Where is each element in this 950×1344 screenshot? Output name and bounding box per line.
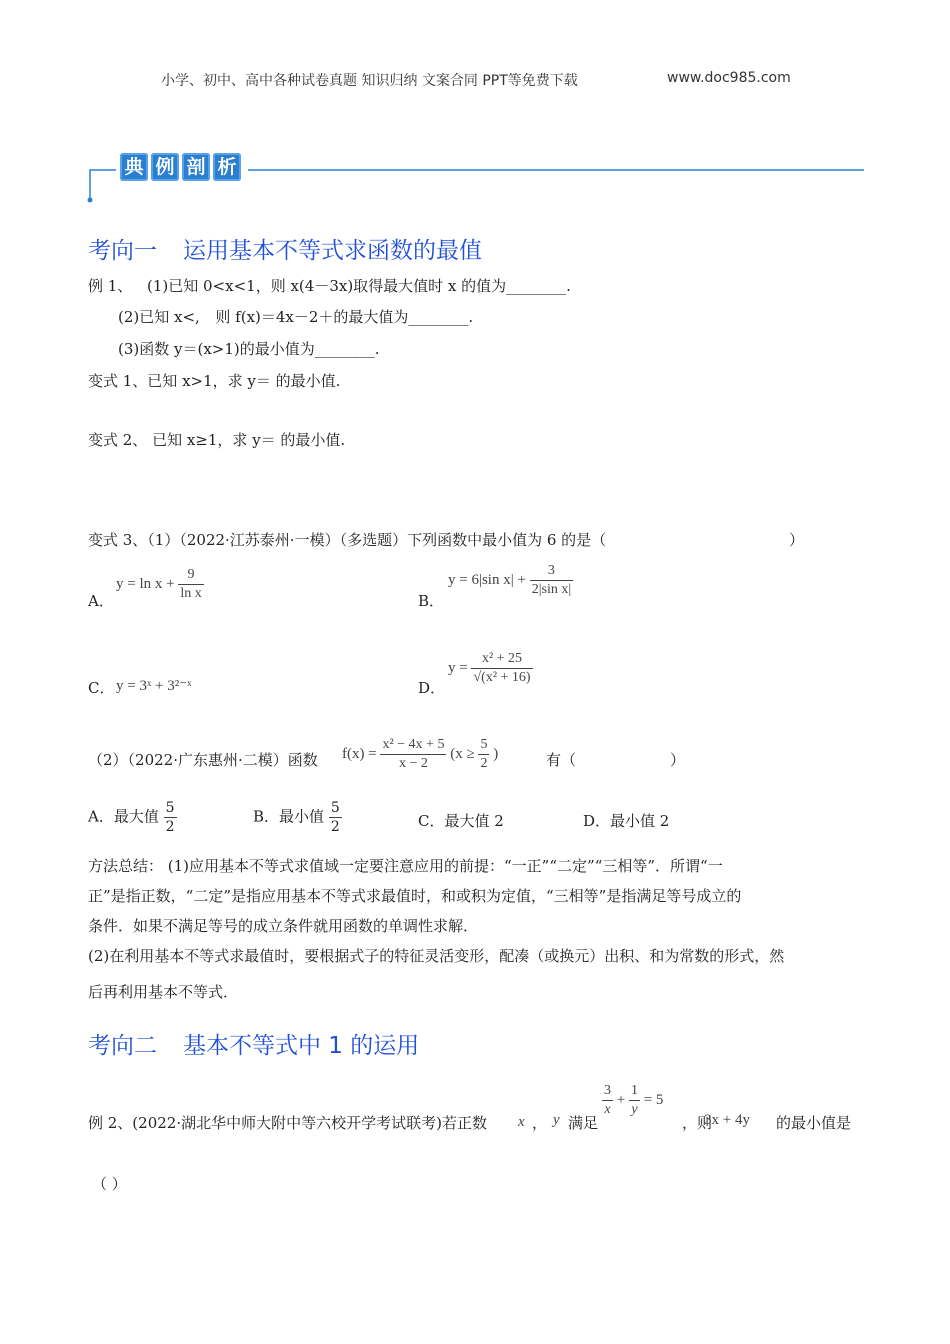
variant3-q2-intro: （2）（2022·广东惠州·二模）函数	[88, 751, 318, 769]
variant3-q2-has: 有（	[546, 751, 577, 769]
q2-option-a-numerator: 5	[165, 800, 175, 816]
banner-char-1: 典	[120, 153, 148, 181]
example1-part2-expr: f(x)＝4x－2＋的最大值为________.	[235, 308, 474, 326]
q2-option-b-denominator: 2	[330, 819, 340, 835]
section1-title-text: 运用基本不等式求函数的最值	[183, 238, 482, 264]
example2-intro: 例 2、(2022·湖北华中师大附中等六校开学考试联考)若正数	[88, 1114, 487, 1132]
q2-option-b	[253, 799, 342, 836]
example2-var-x: x	[518, 1114, 525, 1130]
q2-domain-numerator: 5	[478, 736, 489, 755]
method-line-4: (2)在利用基本不等式求最值时，要根据式子的特征灵活变形，配凑（或换元）出积、和为常数的形式，然	[88, 947, 785, 965]
example1-part2-cond: (2)已知 x<,	[118, 308, 200, 326]
option-d-fraction	[471, 650, 532, 687]
q2-domain-close: )	[493, 745, 499, 762]
q2-option-a-fraction	[164, 799, 177, 836]
section1-title-number: 考向一	[88, 238, 157, 264]
example2-frac1-den: x	[604, 1102, 611, 1117]
q2-option-b-text: B．最小值	[253, 807, 325, 826]
variant3-q2-formula	[342, 736, 498, 773]
method-line-1: 方法总结： (1)应用基本不等式求值域一定要注意应用的前提：“一正”“二定”“三相等”．所谓“一	[88, 857, 723, 875]
option-d-formula	[448, 650, 533, 687]
example2-frac2-num: 1	[629, 1082, 640, 1101]
q2-domain-open: (x ≥	[450, 745, 475, 762]
section1-title	[88, 232, 482, 265]
q2-numerator: x² − 4x + 5	[380, 736, 446, 755]
q2-option-a-denominator: 2	[165, 819, 175, 835]
example2-frac2-den: y	[631, 1102, 638, 1117]
banner-char-4: 析	[213, 153, 241, 181]
option-a-fraction	[178, 566, 203, 603]
example1-part1: (1)已知 0<x<1，则 x(4－3x)取得最大值时 x 的值为________.	[147, 277, 571, 295]
example1-part2-then: 则	[215, 308, 231, 326]
option-d-numerator: x² + 25	[471, 650, 532, 669]
option-d-lhs: y =	[448, 659, 468, 676]
q2-domain-fraction	[478, 736, 489, 773]
example2-frac1	[602, 1082, 613, 1119]
method-line-5: 后再利用基本不等式．	[88, 983, 239, 1001]
q2-option-d: D．最小值 2	[583, 812, 670, 830]
option-b-denominator: 2|sin x|	[531, 582, 572, 597]
variant3-q2	[88, 749, 318, 770]
option-d-denominator: √(x² + 16)	[473, 670, 531, 685]
option-a-formula	[116, 566, 204, 603]
method-line-2: 正”是指正数，“二定”是指应用基本不等式求最值时，和或积为定值，“三相等”是指满足等号成立的	[88, 887, 742, 905]
variant3-q1: 变式 3、（1）（2022·江苏泰州·一模）（多选题）下列函数中最小值为 6 的是（	[88, 531, 607, 549]
option-a-numerator: 9	[178, 566, 203, 585]
section2-title-number: 考向二	[88, 1033, 157, 1059]
banner-char-2: 例	[151, 153, 179, 181]
q2-function-name: f(x) =	[342, 745, 377, 762]
example2-answer-paren: （ ）	[92, 1175, 127, 1193]
header-url[interactable]: www.doc985.com	[667, 70, 791, 86]
banner-char-3: 剖	[182, 153, 210, 181]
q2-denominator: x − 2	[399, 756, 428, 771]
example2-var-y: y	[553, 1112, 560, 1128]
example2-expression: 3x + 4y	[704, 1112, 750, 1128]
example1-part2	[118, 306, 473, 327]
q2-option-a	[88, 799, 177, 836]
option-a-lhs: y = ln x +	[116, 575, 175, 592]
variant2: 变式 2、 已知 x≥1，求 y＝ 的最小值.	[88, 431, 346, 449]
option-b-label: B．	[418, 592, 445, 610]
option-b-fraction	[530, 562, 573, 599]
q2-domain-denominator: 2	[480, 756, 488, 771]
option-b-lhs: y = 6|sin x| +	[448, 571, 526, 588]
example1-part3: (3)函数 y＝(x>1)的最小值为________.	[118, 340, 380, 358]
q2-option-b-numerator: 5	[330, 800, 340, 816]
method-line-3: 条件．如果不满足等号的成立条件就用函数的单调性求解．	[88, 917, 479, 935]
option-c-formula: y = 3ˣ + 3²⁻ˣ	[116, 678, 192, 694]
section2-title	[88, 1027, 419, 1060]
section2-title-text: 基本不等式中 1 的运用	[183, 1033, 420, 1059]
example2-satisfies: 满足	[568, 1114, 599, 1132]
option-b-formula	[448, 562, 573, 599]
example2-then: ，则	[682, 1114, 713, 1132]
option-b-numerator: 3	[530, 562, 573, 581]
example2-condition	[602, 1082, 663, 1119]
example2-minimum: 的最小值是	[776, 1114, 852, 1132]
example2-frac2	[629, 1082, 640, 1119]
example1-label: 例 1、	[88, 277, 133, 295]
example2-plus: +	[616, 1091, 626, 1108]
example2-frac1-num: 3	[602, 1082, 613, 1101]
option-a-label: A．	[88, 592, 114, 610]
header-text: 小学、初中、高中各种试卷真题 知识归纳 文案合同 PPT等免费下载	[161, 73, 578, 89]
example2-equals: = 5	[643, 1091, 664, 1108]
q2-option-c: C．最大值 2	[418, 812, 504, 830]
option-d-label: D．	[418, 679, 446, 697]
q2-option-b-fraction	[329, 799, 342, 836]
example2-comma: ，	[532, 1114, 548, 1132]
q2-option-a-text: A．最大值	[88, 807, 159, 826]
option-c-label: C．	[88, 679, 115, 697]
q2-fraction	[380, 736, 446, 773]
variant3-q2-close: ）	[670, 751, 686, 769]
section-banner	[86, 148, 864, 204]
variant3-q1-close: ）	[789, 531, 805, 549]
variant1: 变式 1、已知 x>1，求 y＝ 的最小值.	[88, 372, 341, 390]
option-a-denominator: ln x	[180, 586, 202, 601]
